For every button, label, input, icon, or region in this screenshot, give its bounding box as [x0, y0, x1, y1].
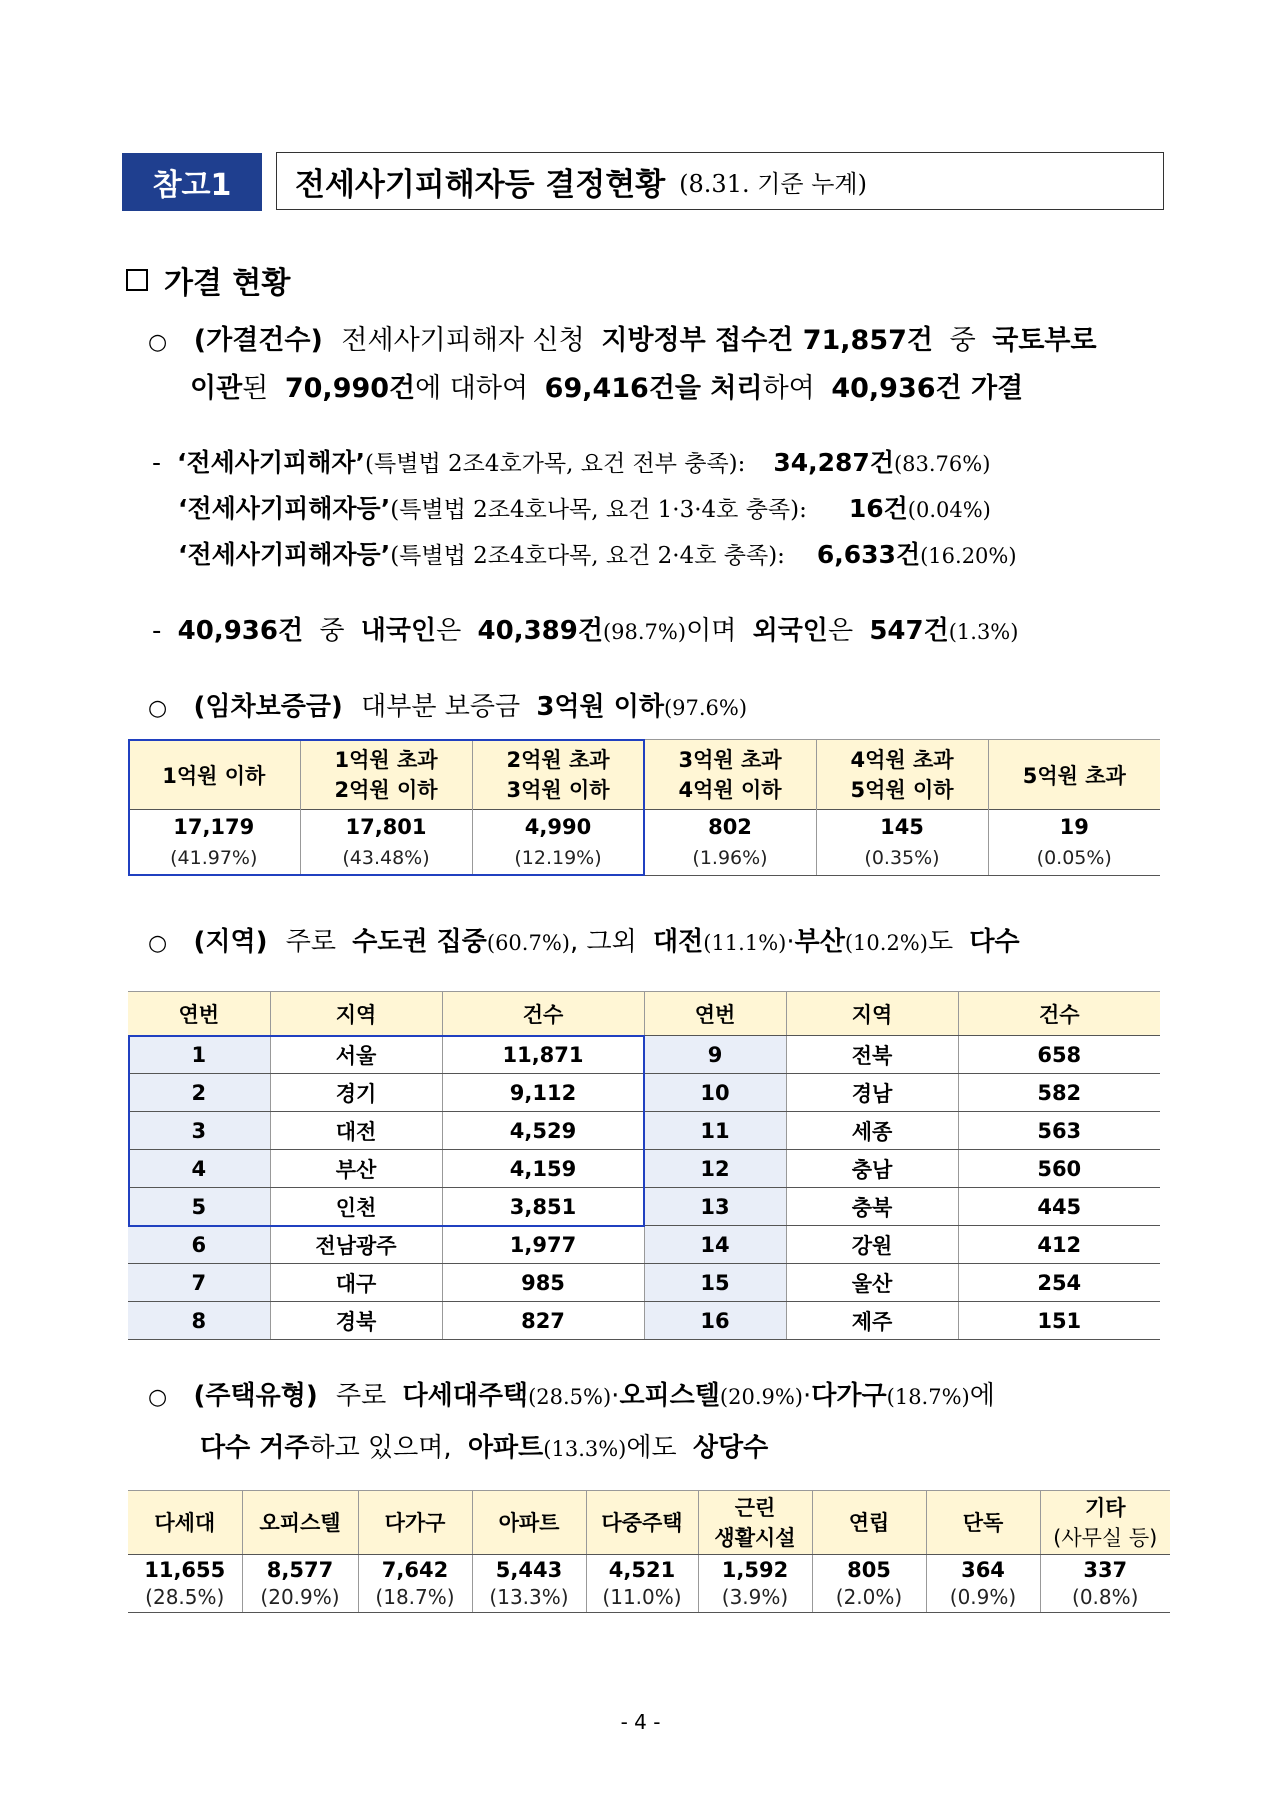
housing-header: 아파트 [472, 1491, 586, 1555]
domestic-count: 40,389건 [477, 616, 603, 646]
tag: (임차보증금) [193, 692, 343, 722]
housing-cell: 5,443 (13.3%) [472, 1555, 586, 1613]
bullet-circle-icon: ○ [148, 330, 168, 355]
deposit-table [128, 739, 1160, 876]
region-cell: 대전 [270, 1112, 442, 1150]
pct: (28.5%) [528, 1385, 612, 1409]
victim-label: ‘전세사기피해자등’ [178, 494, 391, 523]
region-cell: 1 [128, 1036, 270, 1074]
region-cell: 8 [128, 1302, 270, 1340]
housing-heading-line2 [200, 1427, 768, 1464]
text: 이며 [686, 616, 737, 646]
region-cell: 827 [442, 1302, 644, 1340]
text-bold: 대전 [653, 927, 704, 957]
tag: (지역) [193, 927, 268, 957]
deposit-header: 2억원 초과 3억원 이하 [472, 740, 644, 810]
title-box [276, 152, 1164, 210]
deposit-cell: 17,179 (41.97%) [128, 810, 300, 876]
region-cell: 전남광주 [270, 1226, 442, 1264]
table-row [128, 1226, 1160, 1264]
page-title: 전세사기피해자등 결정현황 [295, 166, 666, 203]
victim-pct: (83.76%) [893, 452, 991, 476]
text: 하여 [762, 373, 815, 404]
text-bold: 다수 [969, 927, 1020, 957]
region-cell: 13 [644, 1188, 786, 1226]
region-cell: 14 [644, 1226, 786, 1264]
victim-count: 34,287건 [773, 448, 894, 477]
text-bold: 3억원 이하 [536, 692, 664, 722]
text: 에 [969, 1381, 995, 1411]
table-row [128, 1036, 1160, 1074]
victim-row-1 [152, 443, 990, 479]
region-cell: 4,529 [442, 1112, 644, 1150]
text: 된 [242, 373, 269, 404]
text-bold: 오피스텔 [619, 1381, 720, 1411]
tag: (주택유형) [193, 1381, 318, 1411]
section-title: 가결 현황 [164, 266, 291, 301]
dot: · [786, 927, 795, 957]
deposit-header: 4억원 초과 5억원 이하 [816, 740, 988, 810]
region-cell: 부산 [270, 1150, 442, 1188]
text-bold: 69,416건을 처리 [544, 373, 763, 404]
region-cell: 충북 [786, 1188, 958, 1226]
region-cell: 경기 [270, 1074, 442, 1112]
victim-row-3 [178, 535, 1017, 571]
region-cell: 151 [958, 1302, 1160, 1340]
text-bold: 다가구 [811, 1381, 887, 1411]
region-cell: 세종 [786, 1112, 958, 1150]
tag: (가결건수) [193, 325, 323, 356]
pct: (13.3%) [543, 1437, 627, 1461]
victim-desc: (특별법 2조4호가목, 요건 전부 충족): [365, 451, 746, 477]
region-cell: 582 [958, 1074, 1160, 1112]
region-cell: 대구 [270, 1264, 442, 1302]
table-row [128, 1150, 1160, 1188]
table-row [128, 1264, 1160, 1302]
deposit-header: 1억원 초과 2억원 이하 [300, 740, 472, 810]
housing-cell: 364 (0.9%) [926, 1555, 1040, 1613]
housing-header: 오피스텔 [242, 1491, 358, 1555]
region-header: 건수 [958, 992, 1160, 1036]
pct: (11.1%) [703, 931, 787, 955]
housing-cell: 805 (2.0%) [812, 1555, 926, 1613]
region-header: 연번 [128, 992, 270, 1036]
housing-cell: 1,592 (3.9%) [698, 1555, 812, 1613]
region-cell: 강원 [786, 1226, 958, 1264]
housing-cell: 11,655 (28.5%) [128, 1555, 242, 1613]
text: 에도 [626, 1433, 677, 1463]
table-row [128, 1074, 1160, 1112]
text-bold: 다세대주택 [402, 1381, 529, 1411]
deposit-header: 5억원 초과 [988, 740, 1160, 810]
region-cell: 560 [958, 1150, 1160, 1188]
text: 주로 [335, 1381, 387, 1411]
text: 하고 있으며, [309, 1433, 452, 1463]
text: 은 [436, 616, 462, 646]
region-cell: 16 [644, 1302, 786, 1340]
bullet-circle-icon: ○ [148, 1385, 168, 1410]
text-bold: 70,990건 [284, 373, 416, 404]
region-cell: 5 [128, 1188, 270, 1226]
text: , 그외 [569, 927, 637, 957]
bullet-circle-icon: ○ [148, 931, 168, 956]
text-bold: 40,936건 가결 [831, 373, 1024, 404]
pct: (20.9%) [719, 1385, 804, 1409]
text: 중 [949, 325, 976, 356]
dash: - [152, 448, 162, 477]
para-approval-line1 [148, 318, 1097, 357]
region-cell: 10 [644, 1074, 786, 1112]
page-subtitle: (8.31. 기준 누계) [679, 169, 867, 198]
region-cell: 15 [644, 1264, 786, 1302]
total-count: 40,936건 [177, 616, 304, 646]
housing-cell: 4,521 (11.0%) [586, 1555, 698, 1613]
victim-label: ‘전세사기피해자등’ [178, 540, 391, 569]
deposit-header: 1억원 이하 [128, 740, 300, 810]
page-number: - 4 - [620, 1710, 661, 1734]
region-cell: 충남 [786, 1150, 958, 1188]
text-bold: 부산 [794, 927, 845, 957]
housing-header: 다세대 [128, 1491, 242, 1555]
housing-cell: 7,642 (18.7%) [358, 1555, 472, 1613]
pct: (18.7%) [886, 1385, 970, 1409]
region-cell: 985 [442, 1264, 644, 1302]
region-cell: 11,871 [442, 1036, 644, 1074]
deposit-cell: 19 (0.05%) [988, 810, 1160, 876]
domestic-label: 내국인 [360, 616, 437, 646]
bullet-circle-icon: ○ [148, 696, 168, 721]
dash: - [152, 616, 162, 646]
region-cell: 전북 [786, 1036, 958, 1074]
region-cell: 3 [128, 1112, 270, 1150]
domestic-pct: (98.7%) [602, 620, 687, 644]
housing-header: 다중주택 [586, 1491, 698, 1555]
housing-cell: 8,577 (20.9%) [242, 1555, 358, 1613]
text-bold: 국토부로 [992, 325, 1097, 356]
housing-table [128, 1490, 1170, 1613]
region-cell: 경북 [270, 1302, 442, 1340]
region-cell: 9,112 [442, 1074, 644, 1112]
deposit-header: 3억원 초과 4억원 이하 [644, 740, 816, 810]
victim-row-2 [178, 489, 991, 525]
deposit-cell: 4,990 (12.19%) [472, 810, 644, 876]
text-bold: 지방정부 접수건 71,857건 [601, 325, 933, 356]
dot: · [611, 1381, 620, 1411]
text-bold: 다수 거주 [200, 1433, 310, 1463]
housing-header: 단독 [926, 1491, 1040, 1555]
region-cell: 12 [644, 1150, 786, 1188]
text: 중 [319, 616, 345, 646]
region-cell: 울산 [786, 1264, 958, 1302]
pct: (60.7%) [486, 931, 570, 955]
housing-header: 근린 생활시설 [698, 1491, 812, 1555]
text-bold: 상당수 [692, 1433, 769, 1463]
victim-desc: (특별법 2조4호나목, 요건 1·3·4호 충족): [390, 497, 807, 523]
victim-pct: (16.20%) [920, 544, 1017, 568]
foreign-label: 외국인 [752, 616, 828, 646]
region-cell: 인천 [270, 1188, 442, 1226]
region-cell: 254 [958, 1264, 1160, 1302]
region-cell: 412 [958, 1226, 1160, 1264]
region-cell: 6 [128, 1226, 270, 1264]
victim-label: ‘전세사기피해자’ [176, 448, 366, 477]
region-cell: 2 [128, 1074, 270, 1112]
table-row [128, 1112, 1160, 1150]
foreign-pct: (1.3%) [948, 620, 1019, 644]
table-row [128, 1188, 1160, 1226]
text: 주로 [285, 927, 336, 957]
deposit-cell: 17,801 (43.48%) [300, 810, 472, 876]
text-bold: 이관 [190, 373, 243, 404]
para-approval-line2 [190, 366, 1023, 405]
region-header: 건수 [442, 992, 644, 1036]
section-heading [126, 258, 290, 302]
region-cell: 658 [958, 1036, 1160, 1074]
deposit-cell: 145 (0.35%) [816, 810, 988, 876]
region-cell: 4 [128, 1150, 270, 1188]
region-heading [148, 921, 1020, 958]
text-bold: 수도권 집중 [352, 927, 487, 957]
text: 에 대하여 [415, 373, 529, 404]
region-cell: 563 [958, 1112, 1160, 1150]
region-cell: 9 [644, 1036, 786, 1074]
table-row [128, 1302, 1160, 1340]
nationality-line [152, 610, 1018, 647]
region-cell: 4,159 [442, 1150, 644, 1188]
text: 도 [927, 927, 954, 957]
victim-pct: (0.04%) [907, 498, 991, 522]
victim-desc: (특별법 2조4호다목, 요건 2·4호 충족): [390, 543, 785, 569]
region-cell: 서울 [270, 1036, 442, 1074]
reference-badge: 참고1 [122, 153, 262, 211]
deposit-cell: 802 (1.96%) [644, 810, 816, 876]
region-cell: 제주 [786, 1302, 958, 1340]
region-cell: 경남 [786, 1074, 958, 1112]
housing-cell: 337 (0.8%) [1040, 1555, 1170, 1613]
region-cell: 7 [128, 1264, 270, 1302]
dot: · [803, 1381, 812, 1411]
text: 은 [827, 616, 854, 646]
region-header: 지역 [786, 992, 958, 1036]
text: 대부분 보증금 [361, 692, 521, 722]
text: 전세사기피해자 신청 [341, 325, 585, 356]
pct: (10.2%) [844, 931, 928, 955]
region-table [128, 991, 1160, 1340]
region-header: 지역 [270, 992, 442, 1036]
victim-count: 16건 [848, 494, 908, 523]
housing-header: 연립 [812, 1491, 926, 1555]
foreign-count: 547건 [869, 616, 949, 646]
housing-header: 다가구 [358, 1491, 472, 1555]
housing-heading-line1 [148, 1375, 995, 1412]
housing-header: 기타 (사무실 등) [1040, 1491, 1170, 1555]
region-header: 연번 [644, 992, 786, 1036]
region-cell: 1,977 [442, 1226, 644, 1264]
pct: (97.6%) [663, 696, 748, 720]
text-bold: 아파트 [467, 1433, 544, 1463]
checkbox-square-icon [126, 269, 148, 291]
victim-count: 6,633건 [816, 540, 921, 569]
region-cell: 11 [644, 1112, 786, 1150]
region-cell: 3,851 [442, 1188, 644, 1226]
deposit-heading [148, 686, 747, 723]
region-cell: 445 [958, 1188, 1160, 1226]
